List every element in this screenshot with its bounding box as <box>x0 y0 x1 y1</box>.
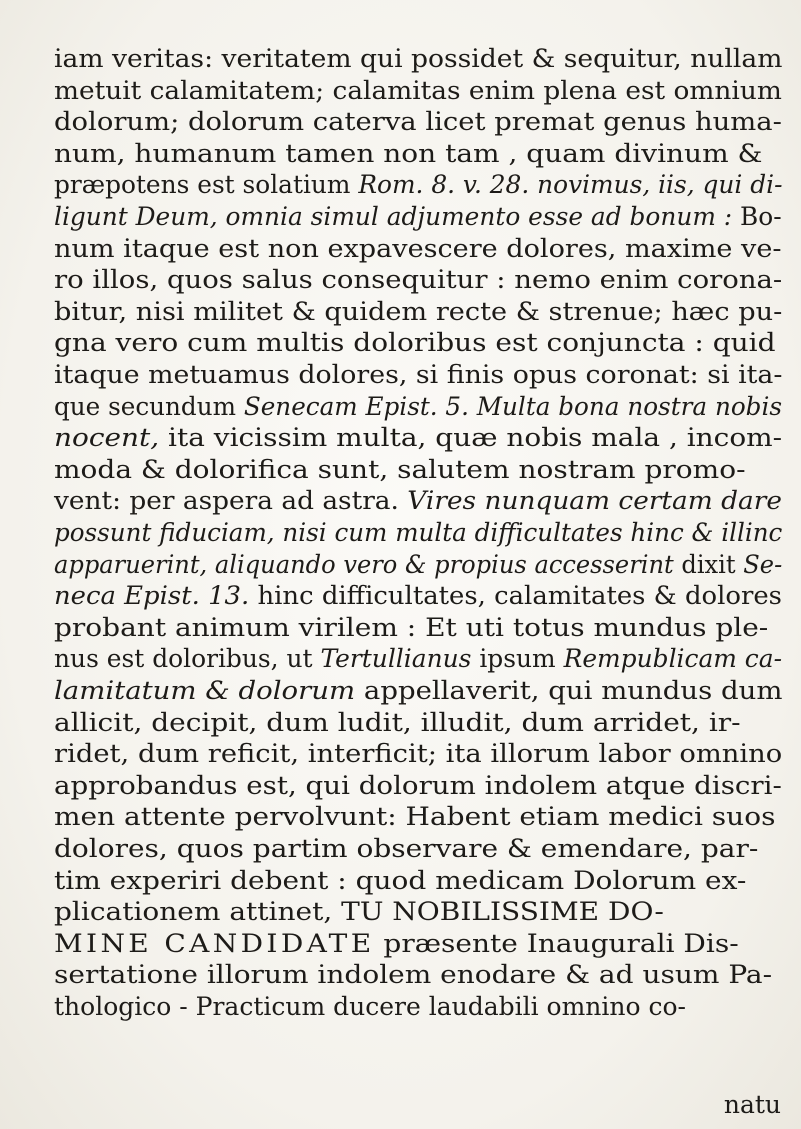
text-line <box>54 455 746 485</box>
text-line <box>54 897 664 927</box>
italic-citation: neca Epist. 13. <box>54 581 250 610</box>
text-line <box>54 581 782 611</box>
text-run: ita vicissim multa, quæ nobis mala , incom- <box>159 423 783 452</box>
italic-citation: nocent, <box>54 423 160 452</box>
text-run: moda & dolorifica sunt, salutem nostram promo- <box>54 455 746 484</box>
text-run: thologico - Practicum ducere laudabili omnino co- <box>54 992 687 1021</box>
text-run: plicationem attinet, TU NOBILISSIME DO- <box>54 897 664 926</box>
text-run: præpotens est solatium <box>54 170 359 199</box>
catchword: natu <box>723 1090 781 1119</box>
italic-citation: apparuerint, aliquando vero & propius accesserint <box>54 550 674 579</box>
italic-citation: lamitatum & dolorum <box>54 676 356 705</box>
text-run: vent: per aspera ad astra. <box>54 486 408 515</box>
text-line <box>54 866 746 896</box>
text-run: tim experiri debent : quod medicam Dolorum ex- <box>54 866 747 895</box>
text-run: itaque metuamus dolores, si finis opus coronat: si ita- <box>54 360 783 389</box>
text-line <box>54 834 758 864</box>
text-run: sertatione illorum indolem enodare & ad usum Pa- <box>54 960 773 989</box>
text-line <box>54 771 782 801</box>
text-run: nus est doloribus, ut <box>54 644 321 673</box>
text-line <box>54 392 782 422</box>
text-line <box>54 265 782 295</box>
text-run: bitur, nisi militet & quidem recte & strenue; hæc pu- <box>54 297 783 326</box>
italic-citation: Rom. 8. v. 28. novimus, iis, qui di- <box>358 170 783 199</box>
text-run: allicit, decipit, dum ludit, illudit, dum arridet, ir- <box>54 708 741 737</box>
text-run: men attente pervolvunt: Habent etiam medici suos <box>54 802 776 831</box>
text-line <box>54 44 782 74</box>
text-line <box>54 992 686 1022</box>
text-line <box>54 107 782 137</box>
text-run: approbandus est, qui dolorum indolem atque discri- <box>54 771 782 800</box>
text-line <box>54 170 782 200</box>
text-run: que secundum <box>54 392 244 421</box>
text-line <box>54 423 782 453</box>
text-run: metuit calamitatem; calamitas enim plena est omnium <box>54 76 782 105</box>
italic-citation: Rempublicam ca- <box>563 644 783 673</box>
italic-citation: possunt fiduciam, nisi cum multa difficultates hinc & illinc <box>54 518 783 547</box>
text-run: præsente Inaugurali Dis- <box>374 929 739 958</box>
text-run: hinc difficultates, calamitates & dolores <box>249 581 782 610</box>
text-run: appellaverit, qui mundus dum <box>355 676 783 705</box>
text-line <box>54 76 782 106</box>
text-line <box>54 518 782 548</box>
text-run: dixit <box>673 550 744 579</box>
italic-citation: Tertullianus <box>320 644 472 673</box>
text-line <box>54 486 782 516</box>
text-run: iam veritas: veritatem qui possidet & sequitur, nullam <box>54 44 783 73</box>
text-run: MINE CANDIDATE <box>54 929 375 958</box>
text-line <box>54 960 772 990</box>
italic-citation: ligunt Deum, omnia simul adjumento esse ad bonum : <box>54 202 733 231</box>
text-line <box>54 297 782 327</box>
text-line <box>54 929 739 959</box>
text-run: ro illos, quos salus consequitur : nemo enim corona- <box>54 265 783 294</box>
text-line <box>54 202 782 232</box>
text-run: num itaque est non expavescere dolores, maxime ve- <box>54 234 782 263</box>
italic-citation: Se- <box>743 550 783 579</box>
text-line <box>54 739 782 769</box>
text-run: dolores, quos partim observare & emendare, par- <box>54 834 759 863</box>
text-run: Bo- <box>732 202 782 231</box>
text-line <box>54 676 783 706</box>
text-line <box>54 802 775 832</box>
italic-citation: Senecam Epist. 5. Multa bona nostra nobis <box>243 392 783 421</box>
text-run: ipsum <box>471 644 564 673</box>
text-line <box>54 234 782 264</box>
text-run: ridet, dum reficit, interficit; ita illorum labor omnino <box>54 739 783 768</box>
text-line <box>54 360 782 390</box>
text-run: dolorum; dolorum caterva licet premat genus huma- <box>54 107 782 136</box>
italic-citation: Vires nunquam certam dare <box>407 486 782 515</box>
text-run: num, humanum tamen non tam , quam divinum & <box>54 139 763 168</box>
text-run: gna vero cum multis doloribus est conjuncta : quid <box>54 328 776 357</box>
text-line <box>54 550 782 580</box>
text-line <box>54 613 768 643</box>
text-line <box>54 708 741 738</box>
text-run: probant animum virilem : Et uti totus mundus ple- <box>54 613 769 642</box>
text-line <box>54 328 776 358</box>
text-line <box>54 644 782 674</box>
text-line <box>54 139 762 169</box>
